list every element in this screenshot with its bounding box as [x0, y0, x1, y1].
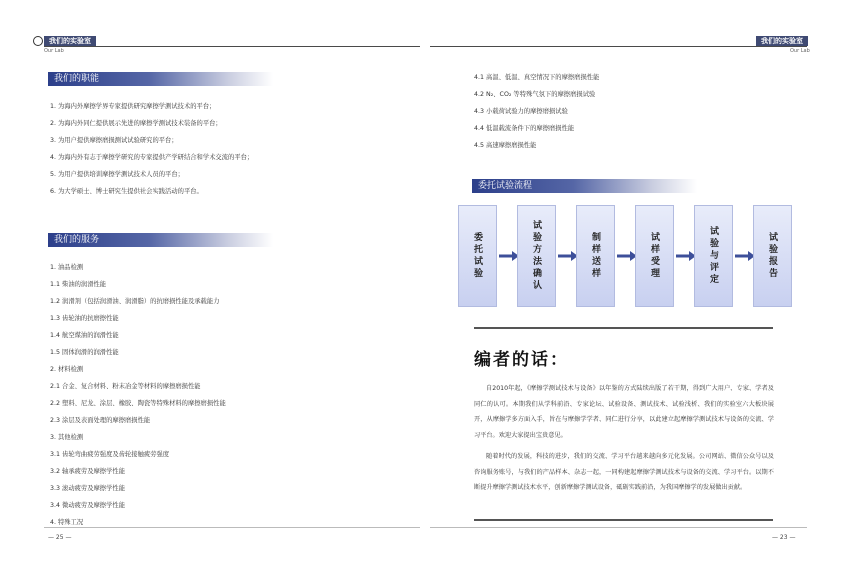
service-item: 1.1 柴油的润滑性能 [50, 281, 107, 288]
header-subtitle: Our Lab [790, 48, 810, 54]
header-subtitle: Our Lab [44, 48, 64, 54]
footer-rule [44, 527, 420, 528]
flow-step-label: 试验与评定 [708, 226, 718, 286]
flow-step [517, 205, 556, 307]
duty-item: 3. 为用户提供摩擦磨损测试试验研究的平台； [50, 137, 178, 144]
service-item: 4.4 低温载流条件下的摩擦磨损性能 [474, 125, 575, 132]
editor-bottom-rule [474, 519, 773, 521]
service-item: 4.5 高速摩擦磨损性能 [474, 142, 537, 149]
service-item: 4.2 N₂、CO₂ 等特殊气氛下的摩擦磨损试验 [474, 91, 596, 98]
duty-item: 4. 为海内外有志于摩擦学研究的专家提供产学研结合和学术交流的平台； [50, 154, 254, 161]
editor-paragraph: 自2010年起，《摩擦学测试技术与设备》以年鉴的方式陆续出版了若干期，得到广大用户、专家、学者及同仁的认可。本期我们从学科前沿、专家论坛、试验设备、测试技术、试验浅析、我们的实验室六大板块展开，从摩擦学多方面入手，旨在与摩擦学学者、同仁进行分享，以此建立起摩擦学测试技术与设备的交流、学习平台。欢迎大家提出宝贵意见。 [474, 385, 774, 439]
arrow-right-icon [499, 251, 519, 261]
page-number: — 25 — [48, 534, 72, 541]
service-item: 3.3 滚动疲劳及摩擦学性能 [50, 485, 125, 492]
service-item: 2.1 合金、复合材料、粉末冶金等材料的摩擦磨损性能 [50, 383, 201, 390]
arrow-right-icon [676, 251, 696, 261]
flow-section-title: 委托试验流程 [472, 179, 697, 193]
flow-step [458, 205, 497, 307]
flow-step [753, 205, 792, 307]
footer-rule [430, 527, 807, 528]
service-item: 4.1 高温、低温、真空情况下的摩擦磨损性能 [474, 74, 600, 81]
flow-step-label: 试验报告 [767, 232, 777, 280]
header-tag: 我们的实验室 [756, 36, 808, 46]
arrow-right-icon [617, 251, 637, 261]
circle-logo-icon [33, 36, 43, 46]
flow-chart [458, 205, 793, 307]
header-rule [44, 46, 420, 47]
service-item: 3. 其他检测 [50, 434, 84, 441]
duty-item: 6. 为大学硕士、博士研究生提供社会实践活动的平台。 [50, 188, 203, 195]
service-item: 2. 材料检测 [50, 366, 84, 373]
flow-step [576, 205, 615, 307]
editor-title: 编者的话： [474, 350, 569, 370]
service-item: 1.3 齿轮油的抗磨擦性能 [50, 315, 119, 322]
service-item: 3.1 齿轮弯曲疲劳强度及齿轮接触疲劳强度 [50, 451, 170, 458]
flow-step-label: 委托试验 [472, 232, 482, 280]
service-item: 1.2 润滑剂（包括润滑油、润滑脂）的抗磨损性能及承载能力 [50, 298, 220, 305]
duty-item: 5. 为用户提供培训摩擦学测试技术人员的平台； [50, 171, 184, 178]
service-item: 1. 油品检测 [50, 264, 84, 271]
header-tag: 我们的实验室 [44, 36, 96, 46]
duty-item: 2. 为海内外同仁提供展示先进的摩擦学测试技术装备的平台； [50, 120, 222, 127]
editor-paragraph: 随着时代的发展，科技的进步，我们的交流、学习平台越来越向多元化发展。公司网站、微信公众号以及咨询服务账号，与我们的产品样本、杂志一起，一同构建起摩擦学测试技术与设备的交流、学习平台。以期不断提升摩擦学测试技术水平，创新摩擦学测试设备，砥砺实践前沿，为我国摩擦学的发展做出贡献。 [474, 453, 774, 492]
services-section-title: 我们的服务 [48, 233, 273, 247]
service-item: 2.3 涂层及表面处理的摩擦磨损性能 [50, 417, 151, 424]
flow-step [694, 205, 733, 307]
arrow-right-icon [558, 251, 578, 261]
service-item: 4.3 小载荷试验力的摩擦磨损试验 [474, 108, 568, 115]
left-page [0, 0, 423, 581]
duty-item: 1. 为海内外摩擦学界专家提供研究摩擦学测试技术的平台； [50, 103, 216, 110]
editor-top-rule [474, 327, 773, 329]
service-item: 1.5 固体润滑的润滑性能 [50, 349, 119, 356]
service-item: 2.2 塑料、尼龙、涂层、橡胶、陶瓷等特殊材料的摩擦磨损性能 [50, 400, 226, 407]
flow-step-label: 试样受理 [649, 232, 659, 280]
page-number: — 23 — [772, 534, 796, 541]
header-rule [430, 46, 807, 47]
flow-step-label: 试验方法确认 [531, 220, 541, 292]
service-item: 3.4 微动疲劳及摩擦学性能 [50, 502, 125, 509]
service-item: 1.4 航空煤油的润滑性能 [50, 332, 119, 339]
flow-step-label: 制样送样 [590, 232, 600, 280]
flow-step [635, 205, 674, 307]
service-item: 3.2 轴承疲劳及摩擦学性能 [50, 468, 125, 475]
arrow-right-icon [735, 251, 755, 261]
service-item: 4. 特殊工况 [50, 519, 84, 526]
duties-section-title: 我们的职能 [48, 72, 273, 86]
